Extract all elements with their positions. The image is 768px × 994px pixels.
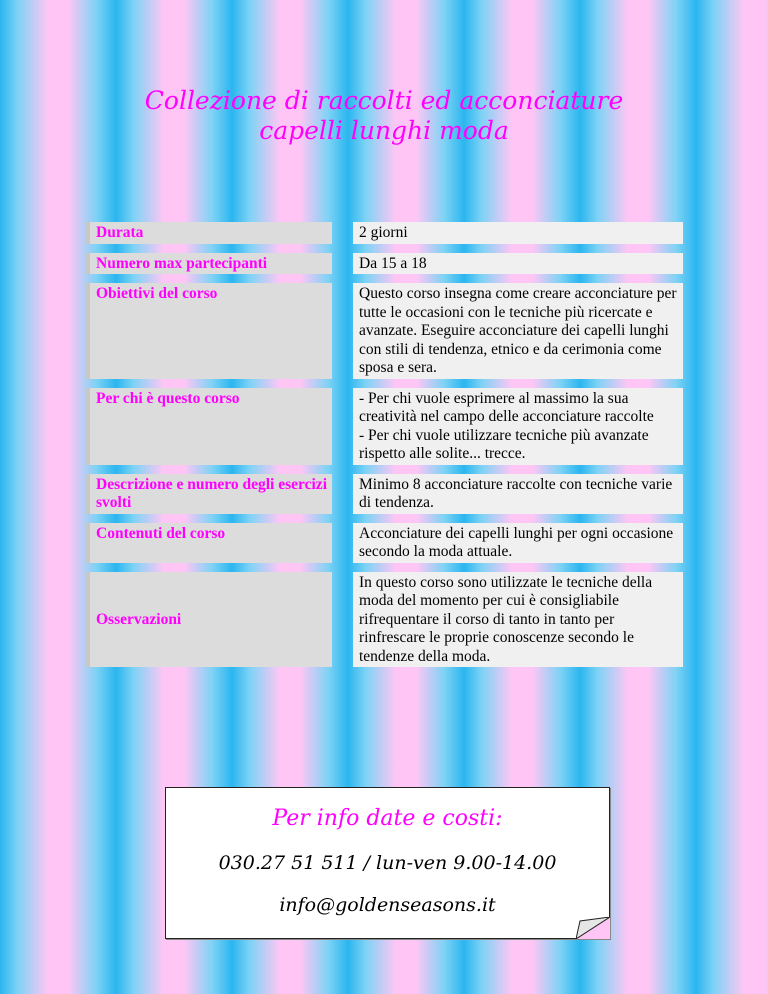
title-line-2: capelli lunghi moda bbox=[259, 116, 509, 145]
row-esercizi bbox=[86, 474, 683, 514]
value-obiettivi: Questo corso insegna come creare acconciature per tutte le occasioni con le tecniche più ricercate e avanzate. Eseguire acconciature dei capelli lunghi con stili di tendenza, etnico e da cerimonia come sposa e sera. bbox=[353, 283, 683, 379]
value-per-chi: - Per chi vuole esprimere al massimo la sua creatività nel campo delle acconciature raccolte - Per chi vuole utilizzare tecniche più avanzate rispetto alle solite... trecce. bbox=[353, 388, 683, 465]
label-esercizi: Descrizione e numero degli esercizi svolti bbox=[86, 474, 332, 514]
label-osservazioni: Osservazioni bbox=[86, 572, 332, 668]
info-heading: Per info date e costi: bbox=[272, 806, 503, 831]
info-phone: 030.27 51 511 / lun-ven 9.00-14.00 bbox=[218, 852, 557, 874]
row-partecipanti bbox=[86, 253, 683, 275]
page-title bbox=[0, 86, 768, 146]
info-email: info@goldenseasons.it bbox=[279, 894, 496, 916]
course-info-table bbox=[86, 213, 683, 676]
value-durata: 2 giorni bbox=[353, 222, 683, 244]
label-partecipanti: Numero max partecipanti bbox=[86, 253, 332, 275]
value-partecipanti: Da 15 a 18 bbox=[353, 253, 683, 275]
value-esercizi: Minimo 8 acconciature raccolte con tecniche varie di tendenza. bbox=[353, 474, 683, 514]
page-curl-icon bbox=[576, 917, 610, 939]
label-durata: Durata bbox=[86, 222, 332, 244]
row-contenuti bbox=[86, 523, 683, 563]
row-obiettivi bbox=[86, 283, 683, 379]
row-osservazioni bbox=[86, 572, 683, 668]
info-note-box bbox=[165, 787, 610, 939]
label-per-chi: Per chi è questo corso bbox=[86, 388, 332, 465]
row-per-chi bbox=[86, 388, 683, 465]
label-obiettivi: Obiettivi del corso bbox=[86, 283, 332, 379]
title-line-1: Collezione di raccolti ed acconciature bbox=[144, 86, 624, 115]
value-contenuti: Acconciature dei capelli lunghi per ogni occasione secondo la moda attuale. bbox=[353, 523, 683, 563]
value-osservazioni: In questo corso sono utilizzate le tecniche della moda del momento per cui è consigliabile rifrequentare il corso di tanto in tanto per rinfrescare le proprie conoscenze secondo le tendenze della moda. bbox=[353, 572, 683, 668]
row-durata bbox=[86, 222, 683, 244]
label-contenuti: Contenuti del corso bbox=[86, 523, 332, 563]
